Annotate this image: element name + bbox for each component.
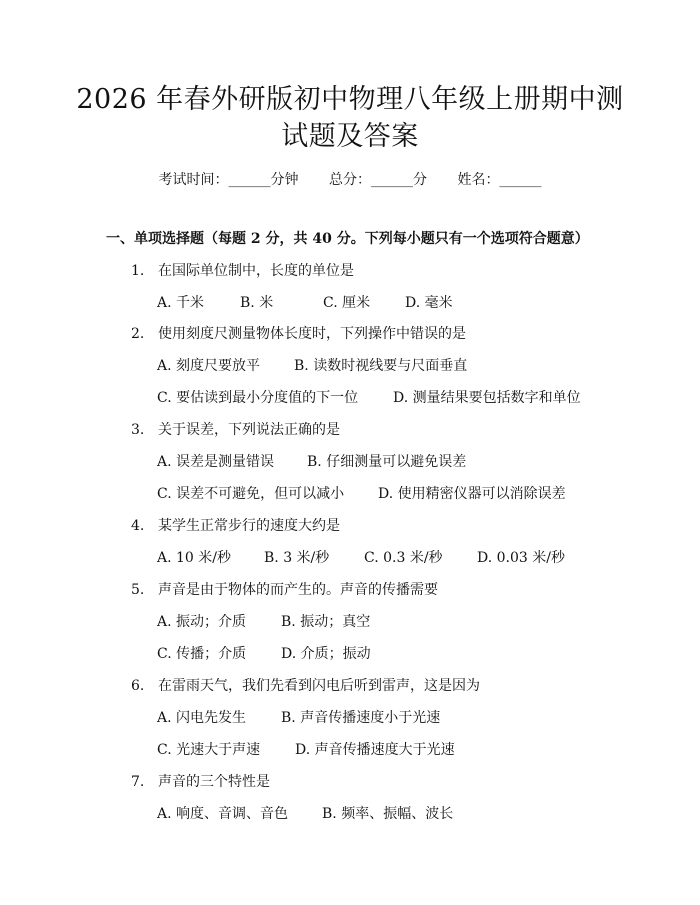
q1-option-a: A. 千米 xyxy=(157,295,205,311)
q3-option-b: B. 仔细测量可以避免误差 xyxy=(307,454,467,470)
q7-option-a: A. 响度、音调、音色 xyxy=(157,806,289,822)
q5-option-d: D. 介质；振动 xyxy=(281,646,371,662)
document-title-line-2: 试题及答案 xyxy=(281,121,419,152)
exam-meta xyxy=(0,170,700,190)
question-number: 6. xyxy=(131,678,145,694)
q2-option-b: B. 读数时视线要与尺面垂直 xyxy=(294,358,468,374)
q3-option-c: C. 误差不可避免，但可以减小 xyxy=(157,486,345,502)
q3-option-a: A. 误差是测量错误 xyxy=(157,454,275,470)
total-score-field: 总分：______分 xyxy=(329,172,427,188)
q2-option-d: D. 测量结果要包括数字和单位 xyxy=(393,390,581,406)
document-title-line-1: 2026 年春外研版初中物理八年级上册期中测 xyxy=(76,84,624,115)
q4-option-b: B. 3 米/秒 xyxy=(264,550,330,566)
q5-option-c: C. 传播；介质 xyxy=(157,646,247,662)
question-number: 3. xyxy=(131,422,145,438)
q3-option-d: D. 使用精密仪器可以消除误差 xyxy=(378,486,566,502)
question-1 xyxy=(131,261,354,281)
question-number: 4. xyxy=(131,518,145,534)
question-number: 7. xyxy=(131,774,145,790)
q5-option-a: A. 振动；介质 xyxy=(157,614,247,630)
q6-option-a: A. 闪电先发生 xyxy=(157,710,247,726)
question-number: 5. xyxy=(131,582,145,598)
q1-option-b: B. 米 xyxy=(240,295,274,311)
q2-option-a: A. 刻度尺要放平 xyxy=(157,358,261,374)
section-heading-single-choice: 一、单项选择题（每题 2 分，共 40 分。下列每小题只有一个选项符合题意） xyxy=(106,231,589,247)
question-text: 在雷雨天气，我们先看到闪电后听到雷声，这是因为 xyxy=(158,678,480,694)
question-text: 使用刻度尺测量物体长度时，下列操作中错误的是 xyxy=(158,326,466,342)
exam-time-field: 考试时间：______分钟 xyxy=(158,172,299,188)
q2-option-c: C. 要估读到最小分度值的下一位 xyxy=(157,390,359,406)
q7-option-b: B. 频率、振幅、波长 xyxy=(322,806,454,822)
question-number: 2. xyxy=(131,326,145,342)
question-text: 声音的三个特性是 xyxy=(158,774,270,790)
question-text: 关于误差，下列说法正确的是 xyxy=(158,422,340,438)
q5-option-b: B. 振动；真空 xyxy=(281,614,371,630)
q4-option-d: D. 0.03 米/秒 xyxy=(477,550,565,566)
q4-option-c: C. 0.3 米/秒 xyxy=(364,550,443,566)
q1-option-c: C. 厘米 xyxy=(323,295,371,311)
question-3 xyxy=(131,420,340,440)
question-7 xyxy=(131,772,270,792)
question-4 xyxy=(131,516,340,536)
question-number: 1. xyxy=(131,263,145,279)
question-5 xyxy=(131,580,438,600)
q1-option-d: D. 毫米 xyxy=(405,295,453,311)
q6-option-b: B. 声音传播速度小于光速 xyxy=(281,710,441,726)
question-2 xyxy=(131,324,466,344)
student-name-field: 姓名：______ xyxy=(457,172,542,188)
question-6 xyxy=(131,676,480,696)
question-text: 在国际单位制中，长度的单位是 xyxy=(158,263,354,279)
q6-option-d: D. 声音传播速度大于光速 xyxy=(295,742,455,758)
q4-option-a: A. 10 米/秒 xyxy=(157,550,231,566)
question-text: 某学生正常步行的速度大约是 xyxy=(158,518,340,534)
question-text: 声音是由于物体的而产生的。声音的传播需要 xyxy=(158,582,438,598)
q6-option-c: C. 光速大于声速 xyxy=(157,742,261,758)
